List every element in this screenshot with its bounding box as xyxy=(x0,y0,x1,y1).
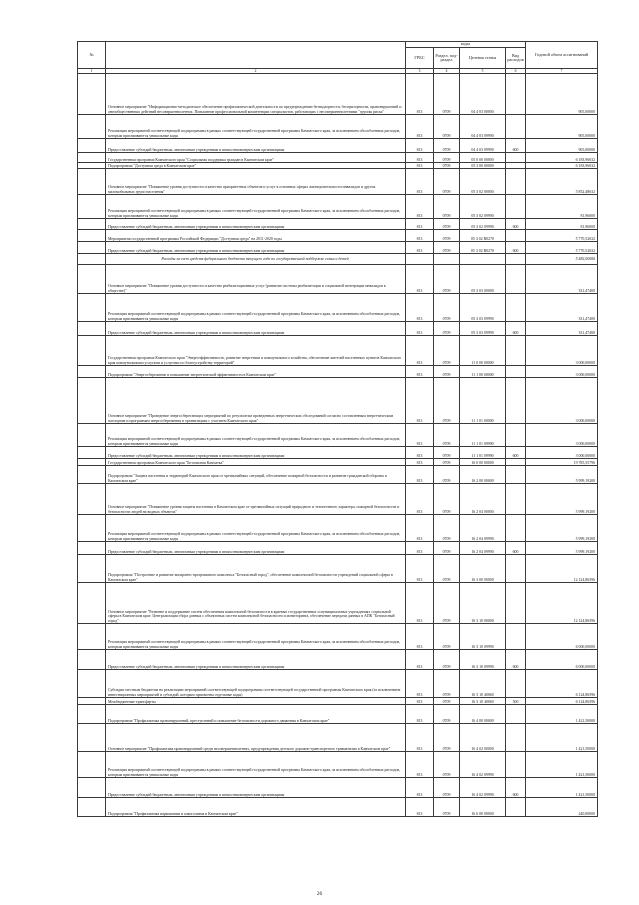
row-section-cell: 0709 xyxy=(434,459,460,466)
row-article-cell: 16 3 10 09990 xyxy=(460,650,506,670)
row-grbs-cell: 813 xyxy=(406,670,434,698)
row-type-cell xyxy=(506,336,526,366)
row-name-cell: Подпрограмма "Профилактика правонарушений, преступлений и повышение безопасности дорожного движения в Камчатском крае" xyxy=(106,705,406,724)
row-sum-cell: 1 421,50000 xyxy=(526,705,598,724)
col-number-3: 3 xyxy=(406,69,434,74)
row-grbs-cell: 813 xyxy=(406,705,434,724)
row-section-cell xyxy=(434,254,460,265)
table-row xyxy=(78,366,598,378)
row-number-cell xyxy=(78,698,106,705)
row-name-cell: Субсидии местным бюджетам на реализацию мероприятий соответствующей подпрограммы соответствующей государственной программы Камчатского края (за исключением инвестиционных мероприятий и субсидий, которым присвоены отдельные коды) xyxy=(106,670,406,698)
row-type-cell xyxy=(506,153,526,163)
row-article-cell: 16 2 00 00000 xyxy=(460,466,506,484)
row-number-cell xyxy=(78,336,106,366)
row-type-cell xyxy=(506,670,526,698)
row-sum-cell: 6 000,00000 xyxy=(526,624,598,650)
row-sum-cell: 5 999,19200 xyxy=(526,466,598,484)
row-sum-cell: 240,00000 xyxy=(526,798,598,817)
table-row xyxy=(78,195,598,219)
table-row xyxy=(78,336,598,366)
row-section-cell: 0709 xyxy=(434,705,460,724)
row-type-cell xyxy=(506,265,526,294)
row-name-cell: Основное мероприятие "Повышение уровня защиты населения в Камчатском крае от чрезвычайных ситуаций природного и техногенного характера, пожарной безопасности и безопасности людей на водных объектах" xyxy=(106,484,406,515)
table-row xyxy=(78,447,598,459)
row-number-cell xyxy=(78,265,106,294)
row-article-cell: 16 6 00 00000 xyxy=(460,798,506,817)
row-article-cell: 05 3 00 00000 xyxy=(460,163,506,169)
row-type-cell: 600 xyxy=(506,242,526,254)
row-article-cell: 16 3 10 40060 xyxy=(460,670,506,698)
row-section-cell: 0709 xyxy=(434,424,460,447)
row-sum-cell: 331,47400 xyxy=(526,294,598,322)
row-number-cell xyxy=(78,466,106,484)
row-article-cell xyxy=(460,254,506,265)
row-grbs-cell: 813 xyxy=(406,447,434,459)
row-name-cell: Основное мероприятие "Профилактика правонарушений среди несовершеннолетних, предупреждения детского дорожно-транспортного травматизма в Камчатском крае" xyxy=(106,724,406,752)
row-number-cell xyxy=(78,484,106,515)
row-name-cell: Подпрограмма "Профилактика наркомании и алкоголизма в Камчатском крае" xyxy=(106,798,406,817)
row-number-cell xyxy=(78,294,106,322)
col-number-2: 2 xyxy=(106,69,406,74)
row-number-cell xyxy=(78,650,106,670)
table-row xyxy=(78,698,598,705)
row-type-cell xyxy=(506,583,526,624)
row-sum-cell: 6 124,86596 xyxy=(526,698,598,705)
row-grbs-cell: 813 xyxy=(406,74,434,115)
row-name-cell: Государственная программа Камчатского края "Безопасная Камчатка" xyxy=(106,459,406,466)
row-name-cell: Подпрограмма "Защита населения и территорий Камчатского края от чрезвычайных ситуаций, обеспечение пожарной безопасности и развитие гражданской обороны в Камчатском крае" xyxy=(106,466,406,484)
row-section-cell: 0709 xyxy=(434,698,460,705)
row-section-cell: 0709 xyxy=(434,466,460,484)
row-name-cell: Предоставление субсидий бюджетным, автономным учреждениям и иным некоммерческим организациям xyxy=(106,778,406,798)
row-number-cell xyxy=(78,624,106,650)
row-name-cell: Основное мероприятие "Информационно-методическое обеспечение профилактической деятельности по предупреждению безнадзорности, беспризорности, правонарушений и антиобщественных действий несовершеннолетних. Повышение профессиональной компетенции специалистов, работающих с несовершеннолетними "группы риска" xyxy=(106,74,406,115)
row-section-cell: 0709 xyxy=(434,484,460,515)
table-row xyxy=(78,230,598,242)
row-article-cell: 11 1 00 00000 xyxy=(460,366,506,378)
table-row xyxy=(78,459,598,466)
row-section-cell: 0709 xyxy=(434,650,460,670)
row-type-cell: 600 xyxy=(506,322,526,336)
row-grbs-cell: 813 xyxy=(406,798,434,817)
row-number-cell xyxy=(78,424,106,447)
row-type-cell xyxy=(506,115,526,139)
row-article-cell: 16 2 04 09990 xyxy=(460,515,506,542)
row-sum-cell: 3 000,00000 xyxy=(526,378,598,424)
row-section-cell: 0709 xyxy=(434,670,460,698)
table-row xyxy=(78,466,598,484)
col-number-5: 5 xyxy=(460,69,506,74)
row-sum-cell: 6 183,96032 xyxy=(526,153,598,163)
row-number-cell xyxy=(78,219,106,230)
table-row xyxy=(78,705,598,724)
row-type-cell: 600 xyxy=(506,650,526,670)
row-article-cell: 16 3 10 40060 xyxy=(460,698,506,705)
row-article-cell: 16 2 04 09990 xyxy=(460,542,506,555)
row-number-cell xyxy=(78,583,106,624)
row-name-cell: Межбюджетные трансферты xyxy=(106,698,406,705)
table-row xyxy=(78,74,598,115)
row-type-cell xyxy=(506,230,526,242)
row-sum-cell: 3 000,00000 xyxy=(526,447,598,459)
row-section-cell: 0709 xyxy=(434,724,460,752)
col-number-6: 6 xyxy=(506,69,526,74)
row-type-cell: 600 xyxy=(506,139,526,153)
table-row xyxy=(78,294,598,322)
header-codes: коды xyxy=(406,42,526,48)
row-section-cell: 0709 xyxy=(434,555,460,583)
row-number-cell xyxy=(78,195,106,219)
row-type-cell: 500 xyxy=(506,698,526,705)
table-row xyxy=(78,724,598,752)
row-grbs-cell: 813 xyxy=(406,484,434,515)
row-grbs-cell: 813 xyxy=(406,230,434,242)
row-sum-cell: 12 124,86596 xyxy=(526,555,598,583)
row-grbs-cell: 813 xyxy=(406,650,434,670)
row-section-cell: 0709 xyxy=(434,542,460,555)
row-number-cell xyxy=(78,752,106,778)
row-type-cell xyxy=(506,294,526,322)
header-name-blank xyxy=(106,42,406,69)
budget-table-page xyxy=(77,41,597,817)
row-grbs-cell: 813 xyxy=(406,115,434,139)
row-name-cell: Предоставление субсидий бюджетным, автономным учреждениям и иным некоммерческим организациям xyxy=(106,447,406,459)
row-section-cell: 0709 xyxy=(434,169,460,195)
row-sum-cell: 6 124,86596 xyxy=(526,670,598,698)
row-name-cell: Предоставление субсидий бюджетным, автономным учреждениям и иным некоммерческим организациям xyxy=(106,242,406,254)
row-type-cell xyxy=(506,515,526,542)
row-type-cell: 600 xyxy=(506,219,526,230)
table-row xyxy=(78,624,598,650)
row-sum-cell: 3 000,00000 xyxy=(526,424,598,447)
row-name-cell: Государственная программа Камчатского края "Социальная поддержка граждан в Камчатском крае" xyxy=(106,153,406,163)
row-grbs-cell: 813 xyxy=(406,466,434,484)
row-grbs-cell xyxy=(406,254,434,265)
row-number-cell xyxy=(78,169,106,195)
row-grbs-cell: 813 xyxy=(406,378,434,424)
row-type-cell xyxy=(506,378,526,424)
row-article-cell: 16 2 04 00000 xyxy=(460,484,506,515)
row-number-cell xyxy=(78,515,106,542)
row-sum-cell: 905,00000 xyxy=(526,115,598,139)
table-row xyxy=(78,515,598,542)
row-type-cell xyxy=(506,705,526,724)
row-grbs-cell: 813 xyxy=(406,163,434,169)
table-row xyxy=(78,242,598,254)
row-sum-cell: 1 421,50000 xyxy=(526,724,598,752)
row-sum-cell: 905,00000 xyxy=(526,139,598,153)
col-number-7: 7 xyxy=(526,69,598,74)
row-grbs-cell: 813 xyxy=(406,624,434,650)
row-number-cell xyxy=(78,555,106,583)
table-row xyxy=(78,583,598,624)
header-grbs: ГРБС xyxy=(406,48,434,69)
row-name-cell: Основное мероприятие "Повышение уровня доступности и качества приоритетных объектов и услуг в основных сферах жизнедеятельности инвалидов и других маломобильных групп населения" xyxy=(106,169,406,195)
table-row xyxy=(78,322,598,336)
row-article-cell: 16 3 10 09990 xyxy=(460,624,506,650)
row-type-cell xyxy=(506,195,526,219)
row-grbs-cell: 813 xyxy=(406,555,434,583)
row-article-cell: 05 3 02 09990 xyxy=(460,195,506,219)
row-name-cell: Реализация мероприятий соответствующей подпрограммы в рамках соответствующей государственной программы Камчатского края, за исключением обособленных расходов, которым присваиваются уникальные коды xyxy=(106,294,406,322)
row-type-cell xyxy=(506,724,526,752)
row-type-cell: 600 xyxy=(506,542,526,555)
row-article-cell: 04 4 03 09990 xyxy=(460,139,506,153)
row-section-cell: 0709 xyxy=(434,242,460,254)
row-sum-cell: 5 999,19200 xyxy=(526,484,598,515)
row-article-cell: 11 0 00 00000 xyxy=(460,336,506,366)
row-section-cell: 0709 xyxy=(434,624,460,650)
row-number-cell xyxy=(78,447,106,459)
row-sum-cell: 5 482,00000 xyxy=(526,254,598,265)
row-number-cell xyxy=(78,670,106,698)
row-article-cell: 11 1 01 09990 xyxy=(460,447,506,459)
row-number-cell xyxy=(78,115,106,139)
row-section-cell: 0709 xyxy=(434,798,460,817)
row-article-cell: 05 3 03 09990 xyxy=(460,322,506,336)
row-grbs-cell: 813 xyxy=(406,583,434,624)
row-article-cell: 05 3 03 00000 xyxy=(460,265,506,294)
table-row xyxy=(78,139,598,153)
row-grbs-cell: 813 xyxy=(406,366,434,378)
row-number-cell xyxy=(78,139,106,153)
table-row xyxy=(78,555,598,583)
row-number-cell xyxy=(78,798,106,817)
row-type-cell xyxy=(506,254,526,265)
row-name-cell: Предоставление субсидий бюджетным, автономным учреждениям и иным некоммерческим организациям xyxy=(106,139,406,153)
row-section-cell: 0709 xyxy=(434,583,460,624)
row-article-cell: 04 4 03 09990 xyxy=(460,115,506,139)
row-sum-cell: 5 770,52632 xyxy=(526,230,598,242)
header-total: Годовой объем ассигнований xyxy=(526,42,598,69)
row-section-cell: 0709 xyxy=(434,294,460,322)
row-type-cell xyxy=(506,169,526,195)
row-sum-cell: 1 421,50000 xyxy=(526,752,598,778)
row-article-cell: 16 3 10 00000 xyxy=(460,583,506,624)
row-grbs-cell: 813 xyxy=(406,515,434,542)
row-article-cell: 11 1 01 00000 xyxy=(460,378,506,424)
row-name-cell: Реализация мероприятий соответствующей подпрограммы в рамках соответствующей государственной программы Камчатского края, за исключением обособленных расходов, которым присваиваются уникальные коды xyxy=(106,515,406,542)
row-section-cell: 0709 xyxy=(434,153,460,163)
row-article-cell: 16 4 02 09990 xyxy=(460,752,506,778)
row-article-cell: 16 4 02 00000 xyxy=(460,724,506,752)
row-sum-cell: 5 999,19200 xyxy=(526,542,598,555)
row-grbs-cell: 813 xyxy=(406,219,434,230)
row-type-cell xyxy=(506,366,526,378)
row-grbs-cell: 813 xyxy=(406,542,434,555)
row-sum-cell: 331,47400 xyxy=(526,265,598,294)
row-number-cell xyxy=(78,778,106,798)
header-section: Раздел, под-раздел xyxy=(434,48,460,69)
row-article-cell: 05 0 00 00000 xyxy=(460,153,506,163)
row-section-cell: 0709 xyxy=(434,778,460,798)
row-article-cell: 04 4 03 00000 xyxy=(460,74,506,115)
row-grbs-cell: 813 xyxy=(406,242,434,254)
row-type-cell xyxy=(506,555,526,583)
row-article-cell: 16 4 02 09990 xyxy=(460,778,506,798)
row-article-cell: 05 3 02 R0270 xyxy=(460,230,506,242)
row-type-cell xyxy=(506,466,526,484)
row-name-cell: Предоставление субсидий бюджетным, автономным учреждениям и иным некоммерческим организациям xyxy=(106,650,406,670)
row-section-cell: 0709 xyxy=(434,366,460,378)
row-name-cell: Подпрограмма "Энергосбережение и повышение энергетической эффективности в Камчатском крае" xyxy=(106,366,406,378)
header-article: Целевая статья xyxy=(460,48,506,69)
row-article-cell: 05 3 02 09990 xyxy=(460,219,506,230)
row-sum-cell: 5 999,19200 xyxy=(526,515,598,542)
row-name-cell: Подпрограмма "Доступная среда в Камчатском крае" xyxy=(106,163,406,169)
row-section-cell: 0709 xyxy=(434,74,460,115)
row-grbs-cell: 813 xyxy=(406,778,434,798)
table-row xyxy=(78,219,598,230)
row-grbs-cell: 813 xyxy=(406,294,434,322)
row-grbs-cell: 813 xyxy=(406,459,434,466)
row-grbs-cell: 813 xyxy=(406,698,434,705)
budget-table xyxy=(77,41,598,817)
table-row xyxy=(78,115,598,139)
row-number-cell xyxy=(78,322,106,336)
row-type-cell xyxy=(506,624,526,650)
row-section-cell: 0709 xyxy=(434,752,460,778)
row-grbs-cell: 813 xyxy=(406,265,434,294)
page-number: 26 xyxy=(316,891,323,897)
row-type-cell xyxy=(506,798,526,817)
row-number-cell xyxy=(78,242,106,254)
row-grbs-cell: 813 xyxy=(406,336,434,366)
row-name-cell: Реализация мероприятий соответствующей подпрограммы в рамках соответствующей государственной программы Камчатского края, за исключением обособленных расходов, которым присваиваются уникальные коды xyxy=(106,115,406,139)
table-row xyxy=(78,798,598,817)
row-type-cell xyxy=(506,752,526,778)
row-sum-cell: 81,96000 xyxy=(526,219,598,230)
row-sum-cell: 1 421,50000 xyxy=(526,778,598,798)
row-article-cell: 16 0 00 00000 xyxy=(460,459,506,466)
row-article-cell: 16 4 00 00000 xyxy=(460,705,506,724)
row-sum-cell: 6 183,96032 xyxy=(526,163,598,169)
table-row xyxy=(78,424,598,447)
row-type-cell: 600 xyxy=(506,778,526,798)
row-grbs-cell: 813 xyxy=(406,153,434,163)
row-grbs-cell: 813 xyxy=(406,169,434,195)
row-section-cell: 0709 xyxy=(434,322,460,336)
table-row xyxy=(78,254,598,265)
row-section-cell: 0709 xyxy=(434,336,460,366)
row-number-cell xyxy=(78,705,106,724)
row-sum-cell: 3 000,00000 xyxy=(526,366,598,378)
row-name-cell: Реализация мероприятий соответствующей подпрограммы в рамках соответствующей государственной программы Камчатского края, за исключением обособленных расходов, которым присваиваются уникальные коды xyxy=(106,195,406,219)
table-row xyxy=(78,778,598,798)
row-number-cell xyxy=(78,724,106,752)
row-section-cell: 0709 xyxy=(434,378,460,424)
row-grbs-cell: 813 xyxy=(406,752,434,778)
row-sum-cell: 5 770,52632 xyxy=(526,242,598,254)
row-section-cell: 0709 xyxy=(434,195,460,219)
row-name-cell: Предоставление субсидий бюджетным, автономным учреждениям и иным некоммерческим организациям xyxy=(106,322,406,336)
row-type-cell xyxy=(506,484,526,515)
row-name-cell: Государственная программа Камчатского края "Энергоэффективность, развитие энергетики и коммунального хозяйства, обеспечение жителей населенных пунктов Камчатского края коммунальными услугами и услугами по благоустройству территорий" xyxy=(106,336,406,366)
table-row xyxy=(78,153,598,163)
row-name-cell: Реализация мероприятий соответствующей подпрограммы в рамках соответствующей государственной программы Камчатского края, за исключением обособленных расходов, которым присваиваются уникальные коды xyxy=(106,752,406,778)
row-number-cell xyxy=(78,542,106,555)
table-row xyxy=(78,542,598,555)
row-number-cell xyxy=(78,153,106,163)
row-sum-cell: 81,96000 xyxy=(526,195,598,219)
table-row xyxy=(78,484,598,515)
table-row xyxy=(78,670,598,698)
row-sum-cell: 905,00000 xyxy=(526,74,598,115)
row-number-cell xyxy=(78,74,106,115)
row-sum-cell: 5 852,48632 xyxy=(526,169,598,195)
table-row xyxy=(78,265,598,294)
row-section-cell: 0709 xyxy=(434,265,460,294)
row-type-cell xyxy=(506,74,526,115)
row-sum-cell: 3 000,00000 xyxy=(526,336,598,366)
row-type-cell xyxy=(506,424,526,447)
row-number-cell xyxy=(78,254,106,265)
row-grbs-cell: 813 xyxy=(406,195,434,219)
row-name-cell: Основное мероприятие "Проведение энергосберегающих мероприятий по результатам проведенных энергетических обследований согласно составленным энергетическим паспортам и программам энергосбережения в организациях с участием Камчатского края" xyxy=(106,378,406,424)
row-name-cell: Подпрограмма "Построение и развитие аппаратно-программного комплекса "Безопасный город", обеспечение комплексной безопасности учреждений социальной сферы в Камчатском крае" xyxy=(106,555,406,583)
row-section-cell: 0709 xyxy=(434,515,460,542)
row-grbs-cell: 813 xyxy=(406,424,434,447)
row-article-cell: 05 3 02 00000 xyxy=(460,169,506,195)
row-grbs-cell: 813 xyxy=(406,322,434,336)
row-section-cell: 0709 xyxy=(434,230,460,242)
row-name-cell: Предоставление субсидий бюджетным, автономным учреждениям и иным некоммерческим организациям xyxy=(106,542,406,555)
table-row xyxy=(78,378,598,424)
header-num: № xyxy=(78,42,106,69)
row-name-cell: Основное мероприятие "Развитие и поддержание систем обеспечения комплексной безопасности в краевых государственных и муниципальных учреждениях социальной сферы в Камчатском крае. Централизация сбора данных с объектовых систем комплексной безопасности и мониторинга, обеспечение передачи данных в АПК "Безопасный город" xyxy=(106,583,406,624)
row-number-cell xyxy=(78,230,106,242)
table-row xyxy=(78,752,598,778)
row-name-cell: Мероприятия государственной программы Российской Федерации "Доступная среда" на 2011-2020 годы xyxy=(106,230,406,242)
row-grbs-cell: 813 xyxy=(406,724,434,752)
row-section-cell: 0709 xyxy=(434,219,460,230)
row-article-cell: 05 3 03 09990 xyxy=(460,294,506,322)
row-sum-cell: 6 000,00000 xyxy=(526,650,598,670)
row-article-cell: 16 3 00 00000 xyxy=(460,555,506,583)
row-sum-cell: 19 785,55796 xyxy=(526,459,598,466)
col-number-1: 1 xyxy=(78,69,106,74)
row-number-cell xyxy=(78,366,106,378)
row-grbs-cell: 813 xyxy=(406,139,434,153)
row-section-cell: 0709 xyxy=(434,139,460,153)
table-row xyxy=(78,169,598,195)
row-number-cell xyxy=(78,378,106,424)
row-type-cell xyxy=(506,459,526,466)
row-name-cell: Расходы за счет средств федерального бюджета текущего года по государственной поддержке семьи и детей xyxy=(106,254,406,265)
col-number-4: 4 xyxy=(434,69,460,74)
row-sum-cell: 331,47400 xyxy=(526,322,598,336)
row-section-cell: 0709 xyxy=(434,447,460,459)
row-name-cell: Предоставление субсидий бюджетным, автономным учреждениям и иным некоммерческим организациям xyxy=(106,219,406,230)
row-type-cell: 600 xyxy=(506,447,526,459)
row-sum-cell: 12 124,86596 xyxy=(526,583,598,624)
table-body xyxy=(78,42,598,817)
row-name-cell: Основное мероприятие "Повышение уровня доступности и качества реабилитационных услуг (развитие системы реабилитации и социальной интеграции инвалидов в обществе)" xyxy=(106,265,406,294)
row-article-cell: 05 3 02 R0270 xyxy=(460,242,506,254)
header-type: Вид расходов xyxy=(506,48,526,69)
row-name-cell: Реализация мероприятий соответствующей подпрограммы в рамках соответствующей государственной программы Камчатского края, за исключением обособленных расходов, которым присваиваются уникальные коды xyxy=(106,624,406,650)
row-section-cell: 0709 xyxy=(434,115,460,139)
row-name-cell: Реализация мероприятий соответствующей подпрограммы в рамках соответствующей государственной программы Камчатского края, за исключением обособленных расходов, которым присваиваются уникальные коды xyxy=(106,424,406,447)
row-article-cell: 11 1 01 09990 xyxy=(460,424,506,447)
row-number-cell xyxy=(78,459,106,466)
table-row xyxy=(78,650,598,670)
row-section-cell: 0709 xyxy=(434,163,460,169)
